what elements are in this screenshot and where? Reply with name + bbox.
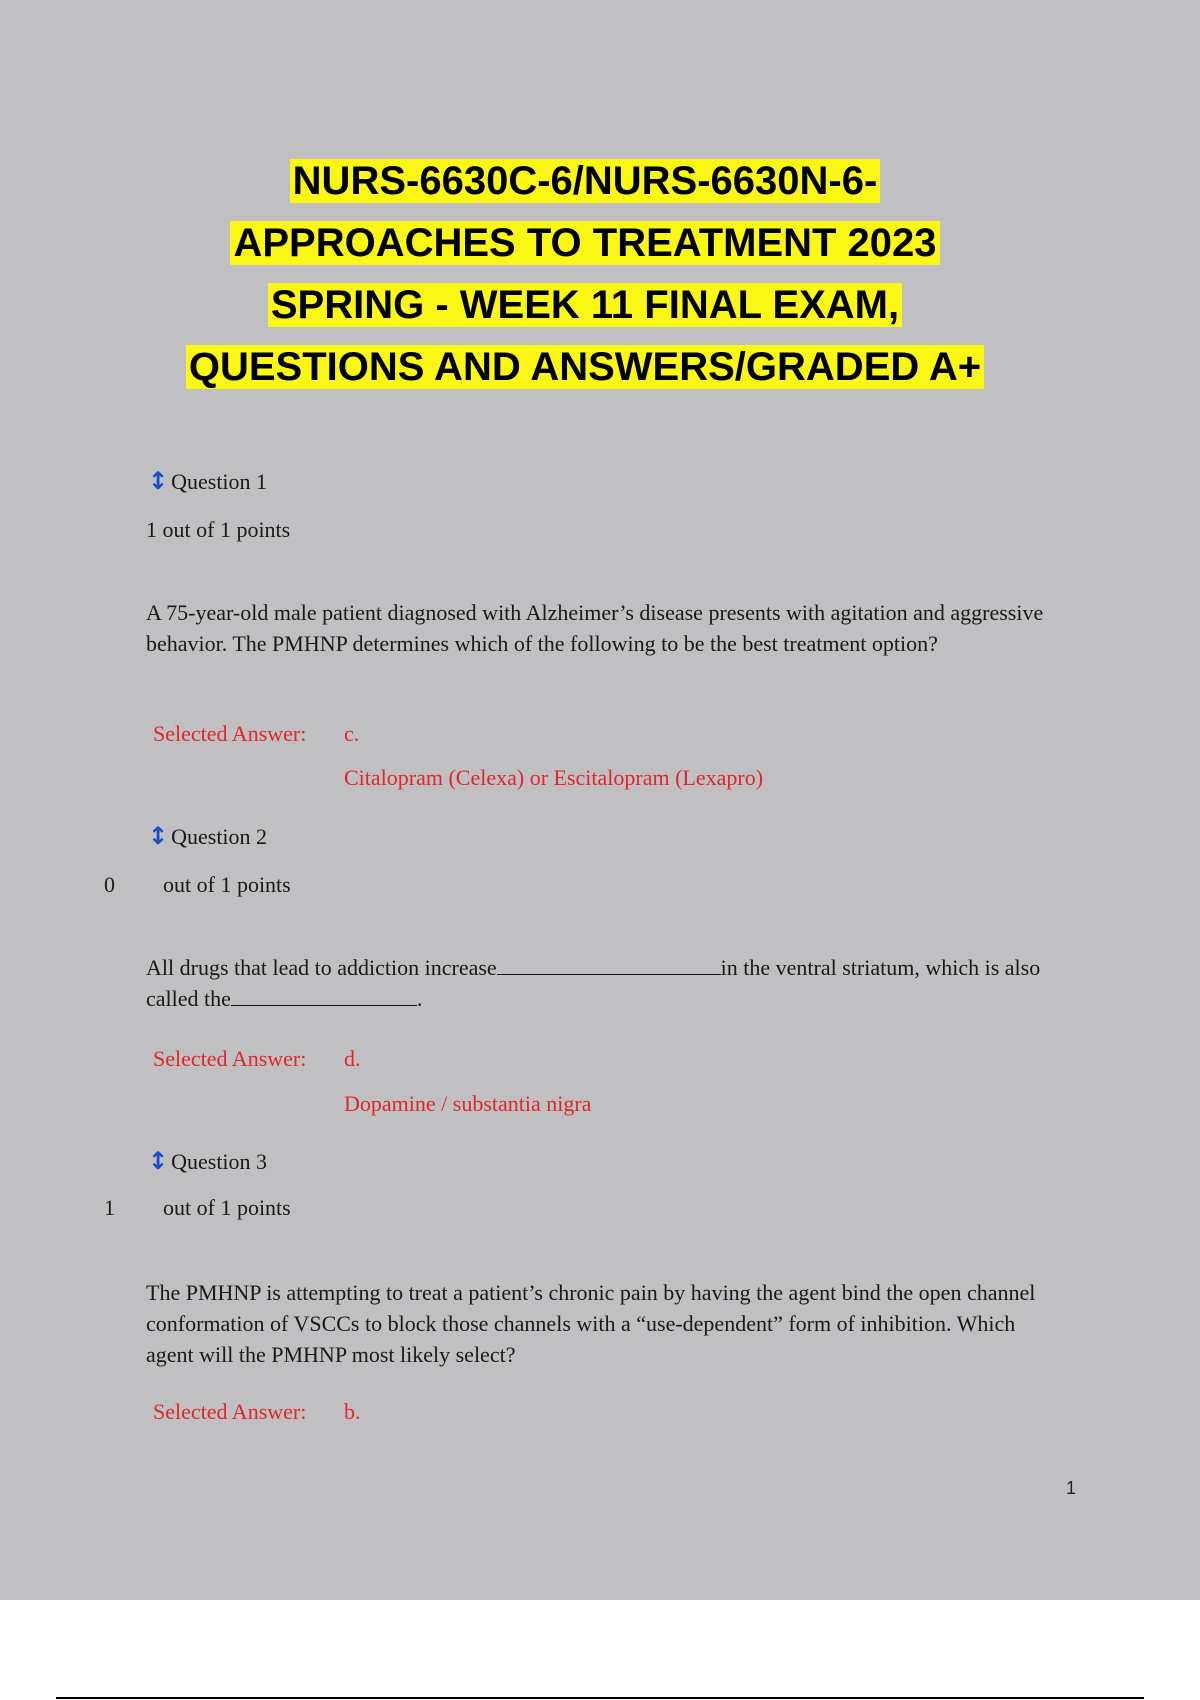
question-2-text-part3: . [416,986,423,1011]
page-number: 1 [1066,1478,1077,1498]
question-2-label: Question 2 [171,824,268,849]
title-line-1: NURS-6630C-6/NURS-6630N-6- [290,159,881,203]
question-2-text-part1: All drugs that lead to addiction increase [146,955,497,980]
up-down-arrow-icon: ↕ [148,1147,169,1175]
question-3-header [148,1147,267,1175]
document-title [0,150,1170,398]
title-line-4: QUESTIONS AND ANSWERS/GRADED A+ [186,345,984,389]
question-3-label: Question 3 [171,1149,268,1174]
question-2-points: out of 1 points [163,872,291,897]
question-1-header [148,467,267,495]
question-3-score: 1 [104,1195,115,1220]
question-3-text: The PMHNP is attempting to treat a patient’s chronic pain by having the agent bind the open channel conformation of VSCCs to block those channels with a “use-dependent” form of inhibition. Which agent will the PMHNP most likely select? [146,1280,1036,1367]
question-3-selected-label: Selected Answer: [153,1399,307,1424]
up-down-arrow-icon: ↕ [148,467,169,495]
question-2-score: 0 [104,872,115,897]
question-2-text-part2: in the ventral striatum, which is also called the [146,955,1041,1011]
question-3-selected-letter: b. [344,1399,361,1424]
question-1-points: 1 out of 1 points [146,517,291,542]
question-1-selected-label: Selected Answer: [153,721,307,746]
question-1-text: A 75-year-old male patient diagnosed with Alzheimer’s disease presents with agitation and aggressive behavior. The PMHNP determines which of the following to be the best treatment option? [146,600,1044,656]
up-down-arrow-icon: ↕ [148,822,169,850]
question-1-label: Question 1 [171,469,268,494]
title-line-3: SPRING - WEEK 11 FINAL EXAM, [268,283,902,327]
question-3-points: out of 1 points [163,1195,291,1220]
question-2-selected-letter: d. [344,1046,361,1071]
question-2-selected-label: Selected Answer: [153,1046,307,1071]
question-2-text [146,952,1066,1014]
next-page-divider [56,1697,1144,1699]
question-1-selected-answer: Citalopram (Celexa) or Escitalopram (Lexapro) [344,765,764,790]
fill-in-blank [231,987,417,1006]
fill-in-blank [497,956,721,975]
question-2-selected-answer: Dopamine / substantia nigra [344,1091,592,1116]
question-1-selected-letter: c. [344,721,360,746]
title-line-2: APPROACHES TO TREATMENT 2023 [230,221,939,265]
question-2-header [148,822,267,850]
